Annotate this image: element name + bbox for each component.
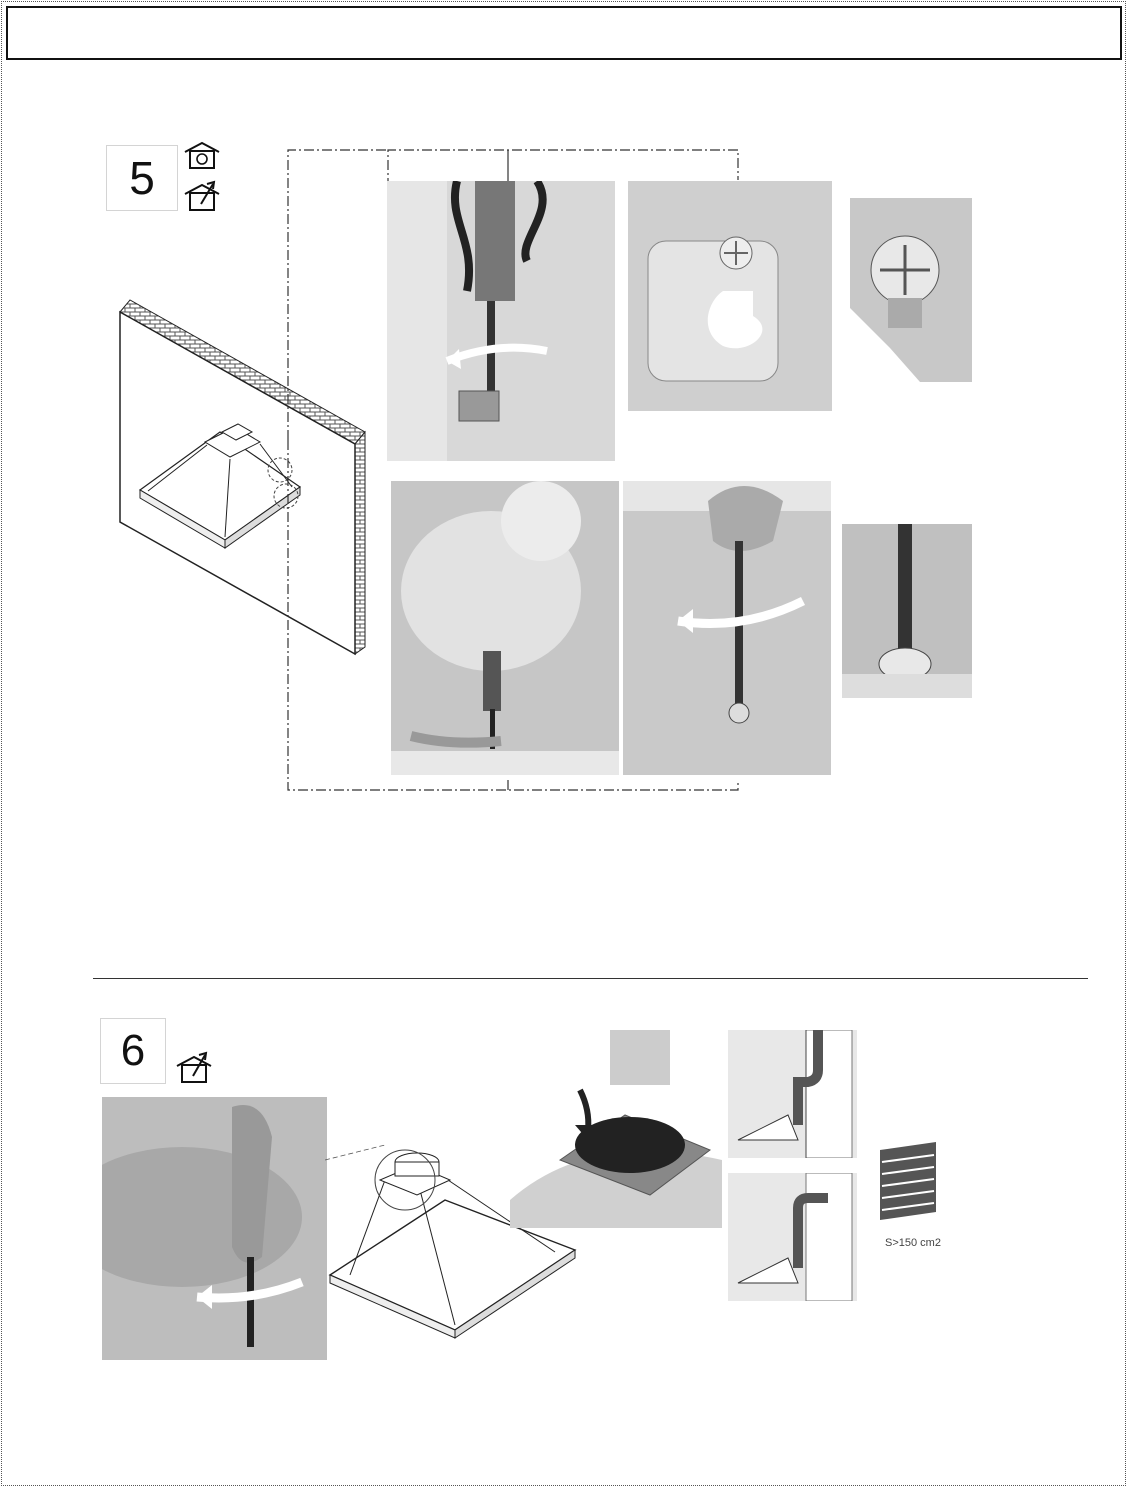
recirculation-house-icon <box>183 140 221 170</box>
step-5-number: 5 <box>106 145 178 211</box>
ducted-house-icon <box>175 1050 213 1084</box>
photo-duct-attach <box>510 1030 722 1228</box>
photo-hand-screwdriver <box>391 481 619 775</box>
photo-screw-tightened-closeup <box>842 524 972 698</box>
duct-exhaust-vertical-diagram <box>728 1030 857 1158</box>
photo-screwdriver-tighten <box>623 481 831 775</box>
photo-keyhole-slot <box>628 181 832 411</box>
vent-grille-icon <box>878 1140 948 1230</box>
photo-screwdriver-hood-top <box>102 1097 327 1360</box>
ducted-house-icon <box>183 180 221 212</box>
page-header-box <box>6 6 1122 60</box>
grille-area-label: S>150 cm2 <box>885 1237 941 1249</box>
photo-screw-head-closeup <box>850 198 972 382</box>
duct-exhaust-wall-diagram <box>728 1173 857 1301</box>
section-separator <box>93 978 1088 979</box>
photo-screwdriver-cable <box>387 181 615 461</box>
step-6-number: 6 <box>100 1018 166 1084</box>
